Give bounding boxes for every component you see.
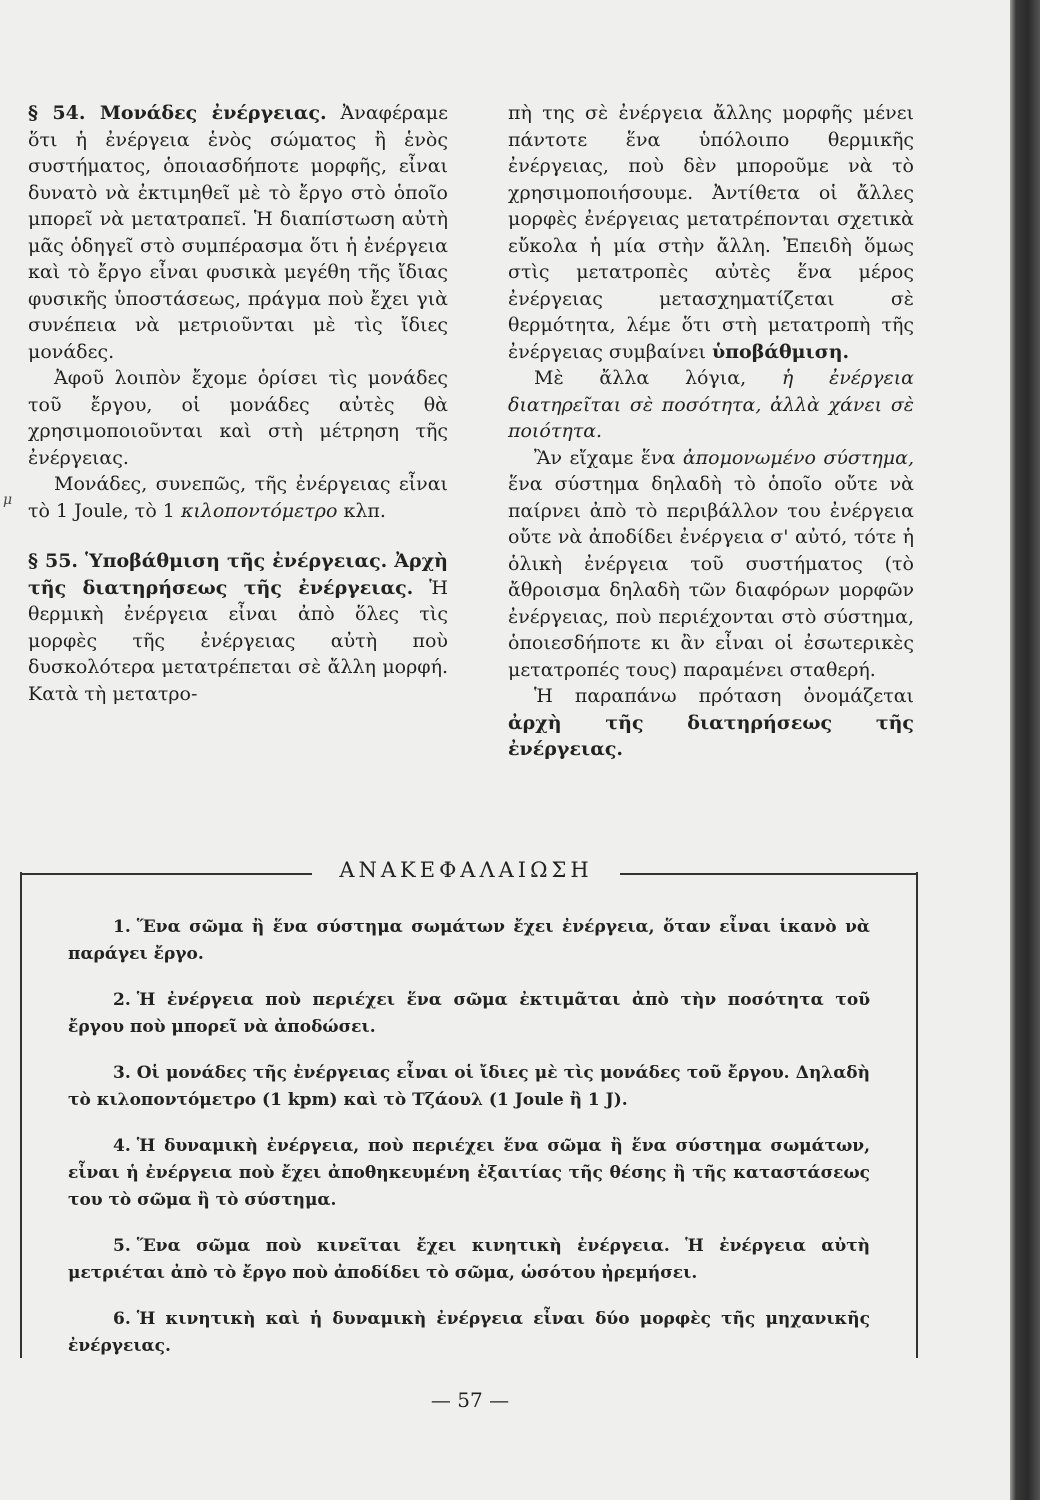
summary-item-number: 1. [113, 917, 131, 937]
summary-item [68, 1133, 870, 1214]
summary-item-text: Ἡ δυναμικὴ ἐνέργεια, ποὺ περιέχει ἕνα σῶμα ἢ ἕνα σύστημα σωμάτων, εἶναι ἡ ἐνέργεια ποὺ ἔχει ἀποθηκευμένη ἐξαιτίας τῆς θέσης ἢ τῆς καταστάσεως του τὸ σῶμα ἢ τὸ σύστημα. [68, 1136, 870, 1210]
right-paragraph-3 [508, 445, 914, 684]
left-column [28, 100, 448, 707]
margin-annotation: μ [3, 492, 13, 508]
right-paragraph-1 [508, 100, 914, 365]
section-54-text-3b: κλπ. [337, 499, 386, 522]
summary-item-text: Ἡ ἐνέργεια ποὺ περιέχει ἕνα σῶμα ἐκτιμᾶται ἀπὸ τὴν ποσότητα τοῦ ἔργου ποὺ μπορεῖ νὰ ἀποδώσει. [68, 990, 870, 1037]
right-text-1a: πὴ της σὲ ἐνέργεια ἄλλης μορφῆς μένει πάντοτε ἕνα ὑπόλοιπο θερμικῆς ἐνέργειας, ποὺ δὲν μποροῦμε νὰ τὸ χρησιμοποιήσουμε. Ἀντίθετα οἱ ἄλλες μορφὲς ἐνέργειας μετατρέπονται σχετικὰ εὔκολα ἡ μία στὴν ἄλλη. Ἐπειδὴ ὅμως στὶς μετατροπὲς αὐτὲς ἕνα μέρος ἐνέργειας μετασχηματίζεται σὲ θερμότητα, λέμε ὅτι στὴ μετατροπὴ τῆς ἐνέργειας συμβαίνει [508, 102, 914, 363]
summary-item-number: 2. [113, 990, 131, 1010]
summary-item [68, 1233, 870, 1287]
summary-item [68, 1060, 870, 1114]
summary-list [68, 914, 870, 1379]
right-text-2a: Μὲ ἄλλα λόγια, [534, 367, 782, 389]
summary-item-number: 6. [113, 1309, 131, 1329]
section-54-paragraph-1 [28, 100, 448, 365]
right-text-3-italic: ἀπομονωμένο σύστημα, [682, 446, 915, 469]
summary-item-number: 5. [113, 1236, 131, 1256]
section-54-paragraph-3 [28, 471, 448, 524]
summary-item-text: Οἱ μονάδες τῆς ἐνέργειας εἶναι οἱ ἴδιες μὲ τὶς μονάδες τοῦ ἔργου. Δηλαδὴ τὸ κιλοποντόμετρο (1 kpm) καὶ τὸ Τζάουλ (1 Joule ἢ 1 J). [68, 1063, 870, 1110]
right-text-3a: Ἂν εἴχαμε ἕνα [534, 446, 683, 469]
right-text-2-italic: ἡ ἐνέργεια διατηρεῖται σὲ ποσότητα, ἀλλὰ χάνει σὲ ποιότητα. [508, 367, 914, 442]
right-paragraph-4 [508, 683, 914, 763]
section-55-heading: § 55. Ὑποβάθμιση τῆς ἐνέργειας. Ἀρχὴ τῆς διατηρήσεως τῆς ἐνέργειας. [28, 550, 448, 599]
section-55-paragraph-1 [28, 548, 448, 707]
section-54-text-3a: Μονάδες, συνεπῶς, τῆς ἐνέργειας εἶναι τὸ 1 Joule, τὸ 1 [28, 473, 448, 522]
summary-rule-right [620, 873, 916, 875]
summary-item [68, 1306, 870, 1360]
right-text-3b: ἕνα σύστημα δηλαδὴ τὸ ὁποῖο οὔτε νὰ παίρνει ἀπὸ τὸ περιβάλλον του ἐνέργεια οὔτε νὰ ἀποδίδει ἐνέργεια σ' αὐτό, τότε ἡ ὁλικὴ ἐνέργεια τοῦ συστήματος (τὸ ἄθροισμα δηλαδὴ τῶν διαφόρων μορφῶν ἐνέργειας, ποὺ περιέχονται στὸ σύστημα, ὁποιεσδήποτε κι ἂν εἶναι οἱ ἐσωτερικὲς μετατροπές τους) παραμένει σταθερή. [508, 473, 914, 681]
summary-title: ΑΝΑΚΕΦΑΛΑΙΩΣΗ [339, 858, 593, 882]
page-number: — 57 — [430, 1388, 510, 1412]
summary-item-text: Ἕνα σῶμα ποὺ κινεῖται ἔχει κινητικὴ ἐνέργεια. Ἡ ἐνέργεια αὐτὴ μετριέται ἀπὸ τὸ ἔργο ποὺ ἀποδίδει τὸ σῶμα, ὡσότου ἠρεμήσει. [68, 1236, 870, 1283]
section-54-heading: § 54. Μονάδες ἐνέργειας. [28, 102, 327, 124]
summary-item-text: Ἡ κινητικὴ καὶ ἡ δυναμικὴ ἐνέργεια εἶναι δύο μορφὲς τῆς μηχανικῆς ἐνέργειας. [68, 1309, 870, 1356]
summary-item-text: Ἕνα σῶμα ἢ ἕνα σύστημα σωμάτων ἔχει ἐνέργεια, ὅταν εἶναι ἱκανὸ νὰ παράγει ἔργο. [68, 917, 870, 964]
section-54-text-1: Ἀναφέραμε ὅτι ἡ ἐνέργεια ἑνὸς σώματος ἢ ἑνὸς συστήματος, ὁποιασδήποτε μορφῆς, εἶναι δυνατὸ νὰ ἐκτιμηθεῖ μὲ τὸ ἔργο στὸ ὁποῖο μπορεῖ νὰ μετατραπεῖ. Ἡ διαπίστωση αὐτὴ μᾶς ὁδηγεῖ στὸ συμπέρασμα ὅτι ἡ ἐνέργεια καὶ τὸ ἔργο εἶναι φυσικὰ μεγέθη τῆς ἴδιας φυσικῆς ὑποστάσεως, πράγμα ποὺ ἔχει γιὰ συνέπεια νὰ μετριοῦνται μὲ τὶς ἴδιες μονάδες. [28, 102, 448, 363]
right-text-4a: Ἡ παραπάνω πρόταση ὀνομάζεται [534, 685, 914, 707]
section-54-paragraph-2: Ἀφοῦ λοιπὸν ἔχομε ὁρίσει τὶς μονάδες τοῦ ἔργου, οἱ μονάδες αὐτὲς θὰ χρησιμοποιοῦνται καὶ στὴ μέτρηση τῆς ἐνέργειας. [28, 367, 448, 469]
summary-item [68, 914, 870, 968]
right-text-1-bold: ὑποβάθμιση. [711, 340, 850, 363]
right-column [508, 100, 914, 763]
summary-item-number: 3. [113, 1063, 131, 1083]
section-55-text-1: Ἡ θερμικὴ ἐνέργεια εἶναι ἀπὸ ὅλες τὶς μορφὲς τῆς ἐνέργειας αὐτὴ ποὺ δυσκολότερα μετατρέπεται σὲ ἄλλη μορφή. Κατὰ τὴ μετατρο- [28, 576, 448, 705]
summary-rule-left [20, 873, 312, 875]
right-paragraph-2 [508, 365, 914, 445]
right-text-4-bold: ἀρχὴ τῆς διατηρήσεως τῆς ἐνέργειας. [508, 711, 914, 760]
summary-item-number: 4. [113, 1136, 131, 1156]
summary-item [68, 987, 870, 1041]
book-binding-edge [1010, 0, 1040, 1500]
section-54-text-3-italic: κιλοποντόμετρο [180, 499, 338, 522]
